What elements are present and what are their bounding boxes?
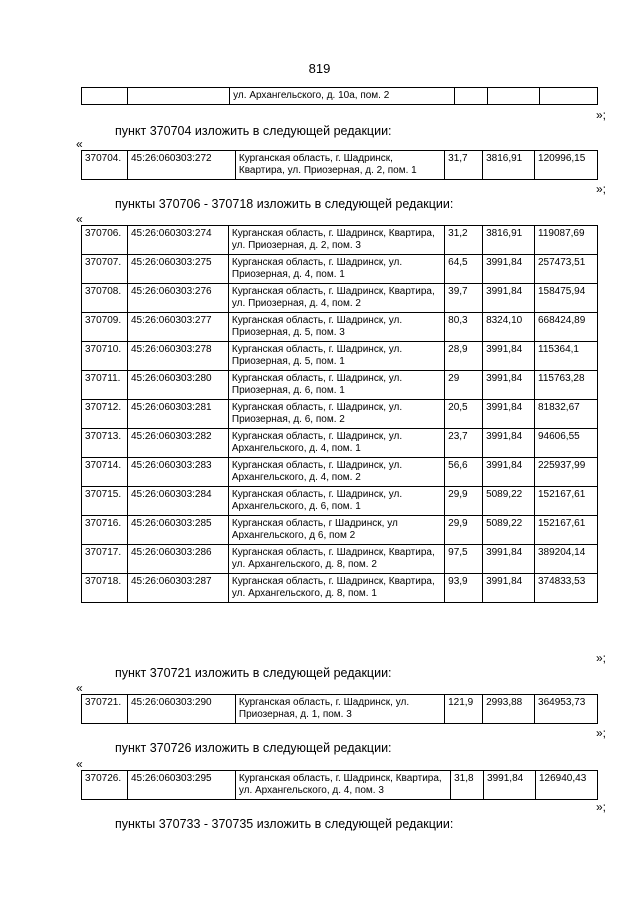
page-number: 819 [308,61,331,76]
table-cell: 39,7 [445,284,483,313]
table-cell: 152167,61 [535,516,598,545]
table-cell: 45:26:060303:285 [127,516,228,545]
closing-quote: »; [596,651,607,665]
table-cell: Курганская область, г. Шадринск, ул. Приозерная, д. 5, пом. 3 [228,313,444,342]
table-cell: 3991,84 [483,400,535,429]
table-cell: 31,7 [445,151,483,180]
closing-quote: »; [596,800,607,814]
table-row [82,516,598,545]
table-row [82,342,598,371]
opening-quote: « [76,212,83,226]
table-cell: ул. Архангельского, д. 10а, пом. 2 [230,88,455,105]
table-cell: Курганская область, г. Шадринск, Квартира, ул. Приозерная, д. 4, пом. 2 [228,284,444,313]
table-cell: Курганская область, г. Шадринск, Квартира, ул. Приозерная, д. 2, пом. 1 [235,151,444,180]
table-cell: 94606,55 [535,429,598,458]
section-heading: пункты 370733 - 370735 изложить в следующей редакции: [115,817,454,831]
table-cell: 374833,53 [535,574,598,603]
table-cell: 45:26:060303:287 [127,574,228,603]
table-cell: 45:26:060303:282 [127,429,228,458]
table-cell: 3816,91 [483,151,535,180]
table-row [82,226,598,255]
table-cell: 120996,15 [535,151,598,180]
table-row [82,458,598,487]
table-cell: 668424,89 [535,313,598,342]
table-cell: 115364,1 [535,342,598,371]
table-cell: 115763,28 [535,371,598,400]
table-cell: 257473,51 [535,255,598,284]
table-cell: 3816,91 [483,226,535,255]
table-row [82,771,598,800]
table-cell [454,88,487,105]
table-cell: 370716. [82,516,128,545]
table-cell: 56,6 [445,458,483,487]
table-cell: 370710. [82,342,128,371]
table-cell: 225937,99 [535,458,598,487]
table-row [82,487,598,516]
table-cell: 364953,73 [535,695,598,724]
table-row [82,400,598,429]
table-cell: Курганская область, г Шадринск, ул Архангельского, д 6, пом 2 [228,516,444,545]
table-cell: Курганская область, г. Шадринск, Квартира, ул. Архангельского, д. 8, пом. 1 [228,574,444,603]
table-cell: 81832,67 [535,400,598,429]
table-cell [488,88,539,105]
table-cell: 45:26:060303:272 [127,151,235,180]
table-cell: 370704. [82,151,128,180]
table-cell: 28,9 [445,342,483,371]
table-cell [82,88,128,105]
table-cell: 93,9 [445,574,483,603]
opening-quote: « [76,757,83,771]
table-cell: 97,5 [445,545,483,574]
table-cell: Курганская область, г. Шадринск, ул. Приозерная, д. 4, пом. 1 [228,255,444,284]
table-cell: 45:26:060303:278 [127,342,228,371]
table-cell: 80,3 [445,313,483,342]
table-cell: 3991,84 [483,458,535,487]
table-cell: Курганская область, г. Шадринск, ул. Архангельского, д. 4, пом. 1 [228,429,444,458]
table-row [82,371,598,400]
table-cell: 45:26:060303:275 [127,255,228,284]
data-table [81,694,598,724]
table-cell: 45:26:060303:274 [127,226,228,255]
section-heading: пункт 370704 изложить в следующей редакции: [115,124,392,138]
table-cell: 370713. [82,429,128,458]
table-cell: Курганская область, г. Шадринск, Квартира, ул. Архангельского, д. 8, пом. 2 [228,545,444,574]
table-cell: Курганская область, г. Шадринск, ул. Приозерная, д. 1, пом. 3 [235,695,444,724]
table-cell: 3991,84 [483,284,535,313]
table-cell: 370706. [82,226,128,255]
section-heading: пункт 370721 изложить в следующей редакции: [115,666,392,680]
table-cell: 389204,14 [535,545,598,574]
table-cell [539,88,597,105]
table-cell [128,88,230,105]
table-cell: 29 [445,371,483,400]
table-cell: 20,5 [445,400,483,429]
table-cell: Курганская область, г. Шадринск, ул. Приозерная, д. 5, пом. 1 [228,342,444,371]
table-cell: 3991,84 [483,371,535,400]
top-table [81,87,598,105]
table-cell: 8324,10 [483,313,535,342]
table-cell: 2993,88 [483,695,535,724]
table-cell: 3991,84 [484,771,536,800]
table-cell: 45:26:060303:281 [127,400,228,429]
table-row [82,429,598,458]
table-cell: 3991,84 [483,342,535,371]
table-cell: 31,2 [445,226,483,255]
closing-quote: »; [596,182,607,196]
table-cell: 158475,94 [535,284,598,313]
table-cell: 370714. [82,458,128,487]
table-cell: 45:26:060303:284 [127,487,228,516]
table-row [82,255,598,284]
table-cell: 152167,61 [535,487,598,516]
table-row [82,313,598,342]
table-cell: 370707. [82,255,128,284]
table-cell: Курганская область, г. Шадринск, ул. Архангельского, д. 4, пом. 2 [228,458,444,487]
table-cell: 3991,84 [483,429,535,458]
opening-quote: « [76,681,83,695]
table-cell: 370715. [82,487,128,516]
table-cell: 370708. [82,284,128,313]
table-cell: 126940,43 [535,771,597,800]
table-row [82,574,598,603]
data-table [81,225,598,603]
table-row [82,695,598,724]
section-heading: пункт 370726 изложить в следующей редакции: [115,741,392,755]
table-cell: 31,8 [451,771,484,800]
table-row [82,284,598,313]
table-cell: 3991,84 [483,255,535,284]
table-cell: Курганская область, г. Шадринск, ул. Приозерная, д. 6, пом. 1 [228,371,444,400]
table-cell: 45:26:060303:276 [127,284,228,313]
table-cell: 121,9 [445,695,483,724]
table-cell: 370717. [82,545,128,574]
table-cell: 119087,69 [535,226,598,255]
table-cell: 370726. [82,771,128,800]
table-cell: 45:26:060303:295 [127,771,235,800]
opening-quote: « [76,137,83,151]
table-cell: Курганская область, г. Шадринск, ул. Архангельского, д. 6, пом. 1 [228,487,444,516]
table-cell: 45:26:060303:277 [127,313,228,342]
table-cell: 29,9 [445,516,483,545]
table-cell: Курганская область, г. Шадринск, Квартира, ул. Архангельского, д. 4, пом. 3 [235,771,450,800]
table-cell: 370721. [82,695,128,724]
table-cell: 5089,22 [483,516,535,545]
table-cell: 45:26:060303:290 [127,695,235,724]
table-cell: 29,9 [445,487,483,516]
data-table [81,150,598,180]
table-cell: 370711. [82,371,128,400]
table-cell: 370709. [82,313,128,342]
closing-quote: »; [596,726,607,740]
table-row [82,88,598,105]
table-row [82,151,598,180]
data-table [81,770,598,800]
table-cell: 5089,22 [483,487,535,516]
table-row [82,545,598,574]
table-cell: 370712. [82,400,128,429]
table-cell: Курганская область, г. Шадринск, Квартира, ул. Приозерная, д. 2, пом. 3 [228,226,444,255]
closing-quote: »; [596,108,607,122]
table-cell: 370718. [82,574,128,603]
table-cell: 3991,84 [483,574,535,603]
table-cell: 3991,84 [483,545,535,574]
table-cell: 45:26:060303:280 [127,371,228,400]
table-cell: 23,7 [445,429,483,458]
table-cell: 64,5 [445,255,483,284]
table-cell: 45:26:060303:283 [127,458,228,487]
section-heading: пункты 370706 - 370718 изложить в следующей редакции: [115,197,454,211]
table-cell: 45:26:060303:286 [127,545,228,574]
table-cell: Курганская область, г. Шадринск, ул. Приозерная, д. 6, пом. 2 [228,400,444,429]
